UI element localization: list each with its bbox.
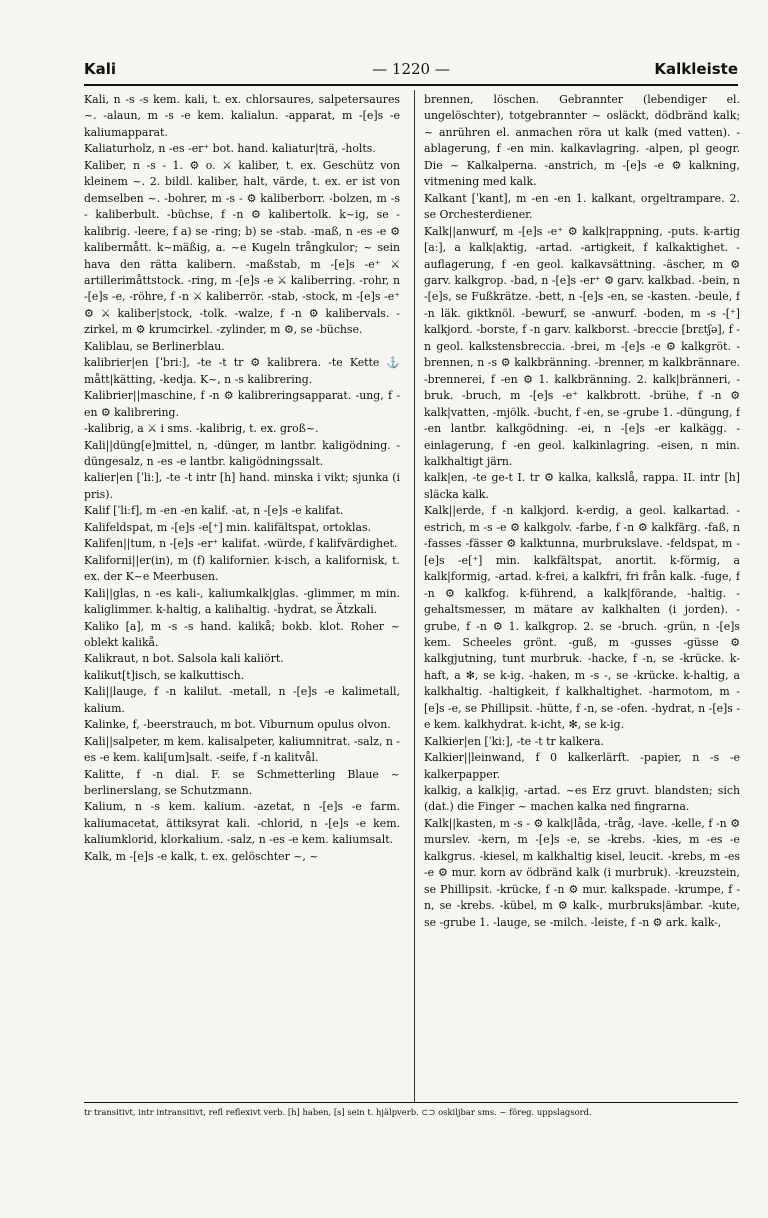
header-last-word: Kalkleiste (654, 60, 738, 78)
column-divider (414, 90, 415, 1102)
entry: kalikut[t]isch, se kalkuttisch. (84, 668, 245, 682)
left-column (84, 92, 400, 1100)
abbreviation-legend: tr transitivt, intr intransitivt, refl reflexivt verb. [h] haben, [s] sein t. hjälpverb. ⊂⊃ oskiljbar sms. ~ föreg. uppslagsord. (84, 1107, 592, 1117)
entry: Kali||salpeter, m kem. kalisalpeter, kaliumnitrat. -salz, n -es -e kem. kali[um]salt. -seife, f -n kalitvål. (84, 734, 400, 765)
right-column (424, 92, 740, 1100)
header-rule (84, 84, 738, 86)
header-first-word: Kali (84, 60, 117, 78)
entry: kalibrier|en [ˈbriː], -te -t tr ⚙ kalibrera. -te Kette ⚓ mått|kätting, -kedja. K~, n -s kalibrering. (84, 356, 400, 386)
entry: Kali, n -s -s kem. kali, t. ex. chlorsaures, salpetersaures ~. -alaun, m -s -e kem. kalialun. -apparat, m -[e]s -e kaliumapparat. (84, 93, 400, 139)
entry: Kaliforni||er(in), m (f) kalifornier. k-isch, a kalifornisk, t. ex. der K~e Meerbusen. (84, 553, 400, 584)
entry: Kalkier||leinwand, f 0 kalkerlärft. -papier, n -s -e kalkerpapper. (424, 751, 740, 781)
entry: Kalium, n -s kem. kalium. -azetat, n -[e]s -e farm. kaliumacetat, ättiksyrat kali. -chlorid, n -[e]s -e kem. kaliumklorid, klorkalium. -salz, n -es -e kem. kaliumsalt. (84, 800, 400, 847)
entry: Kalifen||tum, n -[e]s -er⁺ kalifat. -würde, f kalifvärdighet. (84, 537, 398, 551)
entry: Kalifeldspat, m -[e]s -e[⁺] min. kalifältspat, ortoklas. (84, 520, 372, 534)
entry-continuation: brennen, löschen. Gebrannter (lebendiger el. ungelöschter), totgebrannter ~ osläckt, dödbränd kalk; ~ anrühren el. anmachen röra ut kalk (med vatten). -ablagerung, f -en min. kalkavlagring. -alpen, pl geogr. Die ~ Kalkalperna. -anstrich, m -[e]s -e ⚙ kalkning, vitmening med kalk. (424, 93, 740, 189)
entry: Kalk||erde, f -n kalkjord. k-erdig, a geol. kalkartad. -estrich, m -s -e ⚙ kalkgolv. -farbe, f -n ⚙ kalkfärg. -faß, n -fasses -fässer ⚙ kalktunna, murbrukslave. -feldspat, m -[e]s -e[⁺] min. kalkfältspat, anortit. k-förmig, a kalk|formig, -artad. k-frei, a kalkfri, fri från kalk. -fuge, f -n ⚙ kalkfog. k-führend, a kalk|förande, -haltig. -gehaltsmesser, m mätare av kalkhalten (i jorden). -grube, f -n ⚙ 1. kalkgrop. 2. se -bruch. -grün, n -[e]s kem. Scheeles grönt. -guß, m -gusses -güsse ⚙ kalkgjutning, tunt murbruk. -hacke, f -n, se -krücke. k-haft, a ✻, se k-ig. -haken, m -s -, se -krücke. k-haltig, a kalkhaltig. -haltigkeit, f kalkhaltighet. -harmotom, m -[e]s -e, se Phillipsit. -hütte, f -n, se -ofen. -hydrat, n -[e]s -e kem. kalkhydrat. k-icht, ✻, se k-ig. (424, 504, 740, 732)
entry: Kali||lauge, f -n kalilut. -metall, n -[e]s -e kalimetall, kalium. (84, 685, 400, 715)
entry: Kalk||anwurf, m -[e]s -e⁺ ⚙ kalk|rappning, -puts. k-artig [aː], a kalk|aktig, -artad. -artigkeit, f kalkaktighet. -auflagerung, f -en geol. kalkavsättning. -äscher, m ⚙ garv. kalkgrop. -bad, n -[e]s -er⁺ ⚙ garv. kalkbad. -bein, n -[e]s, se Fußkrätze. -bett, n -[e]s -en, se -kasten. -beule, f -n läk. giktknöl. -bewurf, se -anwurf. -boden, m -s -[⁺] kalkjord. -borste, f -n garv. kalkborst. -breccie [brɛtʃə], f -n geol. kalkstensbreccia. -brei, m -[e]s -e ⚙ kalkgröt. -brennen, n -s ⚙ kalkbränning. -brenner, m kalkbrännare. -brennerei, f -en ⚙ 1. kalkbränning. 2. kalk|bränneri, -bruk. -bruch, m -[e]s -e⁺ kalkbrott. -brühe, f -n ⚙ kalk|vatten, -mjölk. -bucht, f -en, se -grube 1. -düngung, f -en lantbr. kalkgödning. -ei, n -[e]s -er kalkägg. -einlagerung, f -en geol. kalkinlagring. -eisen, n min. kalkhaltigt järn. (424, 224, 740, 468)
entry: Kalikraut, n bot. Salsola kali kaliört. (84, 652, 284, 666)
page-number: — 1220 — (372, 60, 450, 78)
entry: Kalif [ˈliːf], m -en -en kalif. -at, n -[e]s -e kalifat. (84, 504, 344, 518)
entry: Kali||glas, n -es kali-, kaliumkalk|glas. -glimmer, m min. kaliglimmer. k-haltig, a kalihaltig. -hydrat, se Ätzkali. (84, 586, 400, 617)
page-header (84, 58, 738, 84)
entry: kalkig, a kalk|ig, -artad. ~es Erz gruvt. blandsten; sich (dat.) die Finger ~ machen kalka ned fingrarna. (424, 784, 740, 814)
entry: Kalk||kasten, m -s - ⚙ kalk|låda, -tråg, -lave. -kelle, f -n ⚙ murslev. -kern, m -[e]s -e, se -krebs. -kies, m -es -e kalkgrus. -kiesel, m kalkhaltig kisel, leucit. -krebs, m -es -e ⚙ mur. korn av ödbränd kalk (i murbruk). -kreuzstein, se Phillipsit. -krücke, f -n ⚙ mur. kalkspade. -krumpe, f -n, se -krebs. -kübel, m ⚙ kalk-, murbruks|ämbar. -kute, se -grube 1. -lauge, se -milch. -leiste, f -n ⚙ ark. kalk-, (424, 816, 740, 929)
entry: Kaliblau, se Berlinerblau. (84, 339, 225, 353)
entry: Kalkant [ˈkant], m -en -en 1. kalkant, orgeltrampare. 2. se Orchesterdiener. (424, 191, 740, 222)
entry: Kalk, m -[e]s -e kalk, t. ex. gelöschter ~, ~ (84, 849, 319, 863)
entry: Kalitte, f -n dial. F. se Schmetterling Blaue ~ berlinerslang, se Schutzmann. (84, 767, 400, 798)
entry: -kalibrig, a ⚔ i sms. -kalibrig, t. ex. groß~. (84, 422, 319, 436)
entry: Kaliko [a], m -s -s hand. kalikå; bokb. klot. Roher ~ oblekt kalikå. (84, 619, 400, 649)
entry: Kalinke, f, -beerstrauch, m bot. Viburnum opulus olvon. (84, 718, 391, 732)
entry: Kaliber, n -s - 1. ⚙ o. ⚔ kaliber, t. ex. Geschütz von kleinem ~. 2. bildl. kaliber, halt, värde, t. ex. er ist von demselben ~. -bohrer, m -s - ⚙ kaliberborr. -bolzen, m -s - kaliberbult. -büchse, f -n ⚙ kalibertolk. k~ig, se -kalibrig. -leere, f a) se -ring; b) se -stab. -maß, n -es -e ⚙ kalibermått. k~mäßig, a. ~e Kugeln trångkulor; ~ sein hava den rätta kalibern. -maßstab, m -[e]s -e⁺ ⚔ artillerimåttstock. -ring, m -[e]s -e ⚔ kaliberring. -rohr, n -[e]s -e, -röhre, f -n ⚔ kaliberrör. -stab, -stock, m -[e]s -e⁺ ⚙ ⚔ kaliber|stock, -tolk. -walze, f -n ⚙ kalibervals. -zirkel, m ⚙ krumcirkel. -zylinder, m ⚙, se -büchse. (84, 158, 400, 337)
entry: Kalkier|en [ˈkiː], -te -t tr kalkera. (424, 734, 604, 748)
entry: kalk|en, -te ge-t I. tr ⚙ kalka, kalkslå, rappa. II. intr [h] släcka kalk. (424, 471, 740, 501)
entry: Kali||düng[e]mittel, n, -dünger, m lantbr. kaligödning. -düngesalz, n -es -e lantbr. kaligödningssalt. (84, 438, 400, 468)
footer-rule (84, 1102, 738, 1103)
entry: Kaliaturholz, n -es -er⁺ bot. hand. kaliatur|trä, -holts. (84, 142, 376, 156)
entry: Kalibrier||maschine, f -n ⚙ kalibreringsapparat. -ung, f -en ⚙ kalibrering. (84, 389, 400, 419)
entry: kalier|en [ˈliː], -te -t intr [h] hand. minska i vikt; sjunka (i pris). (84, 471, 400, 501)
